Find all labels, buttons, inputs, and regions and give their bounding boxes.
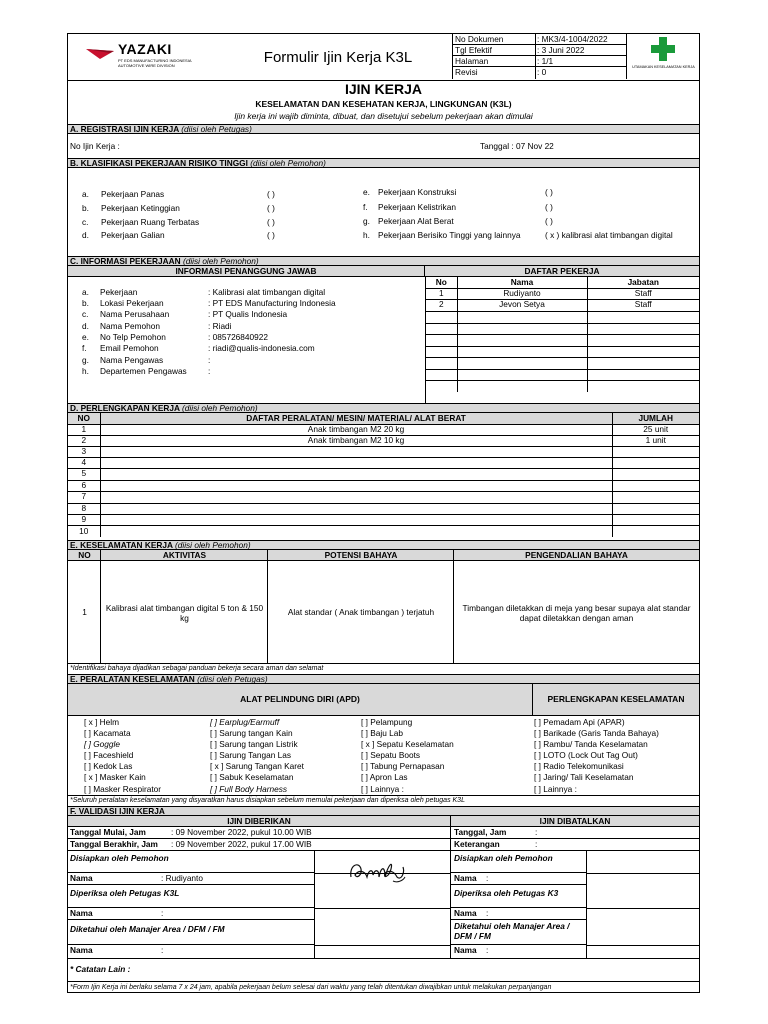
- table-row: 2 Anak timbangan M2 10 kg 1 unit: [68, 435, 699, 446]
- section-e2-header: E. PERALATAN KESELAMATAN (diisi oleh Petugas): [68, 674, 699, 684]
- safety-badge: [626, 34, 699, 79]
- table-row: 2 Jevon Setya Staff: [426, 299, 699, 311]
- right-name-3: :: [486, 945, 489, 955]
- section-b-body: [68, 168, 699, 256]
- permit-given-header: IJIN DIBERIKAN: [68, 816, 451, 827]
- workers-col-position: Jabatan: [587, 277, 699, 288]
- table-row: [426, 323, 699, 334]
- table-row: [426, 346, 699, 357]
- equip-col-qty: JUMLAH: [612, 413, 699, 424]
- risk-item-f: f. Pekerjaan Kelistrikan ( ): [363, 202, 553, 212]
- doc-no-label: No Dokumen: [455, 34, 504, 44]
- risk-item-c: c. Pekerjaan Ruang Terbatas ( ): [82, 217, 275, 227]
- checkbox-item[interactable]: [ ] Radio Telekomunikasi: [534, 761, 624, 772]
- safety-equip-header: PERLENGKAPAN KESELAMATAN: [533, 684, 699, 716]
- checkbox-item[interactable]: [ x ] Sarung Tangan Karet: [210, 761, 304, 772]
- checkbox-item[interactable]: [ ] Faceshield: [84, 750, 134, 761]
- safety-equip-column: [534, 717, 659, 795]
- info-row: b. Lokasi Pekerjaan : PT EDS Manufacturing Indonesia: [82, 298, 336, 308]
- info-row: h. Departemen Pengawas :: [82, 366, 211, 376]
- revision-value: : 0: [537, 67, 547, 77]
- section-a-body: [68, 134, 699, 158]
- title-note: Ijin kerja ini wajib diminta, dibuat, dan disetujui sebelum pekerjaan akan dimulai: [234, 111, 533, 121]
- table-row: 8: [68, 503, 699, 514]
- checkbox-item[interactable]: [ ] Goggle: [84, 739, 120, 750]
- checkbox-item[interactable]: [ ] LOTO (Lock Out Tag Out): [534, 750, 638, 761]
- remarks-label: Keterangan: [454, 839, 500, 849]
- section-f-header: F. VALIDASI IJIN KERJA: [68, 806, 699, 816]
- checkbox-item[interactable]: [ ] Earplug/Earmuff: [210, 717, 280, 727]
- section-b-header: B. KLASIFIKASI PEKERJAAN RISIKO TINGGI (diisi oleh Pemohon): [68, 158, 699, 168]
- green-cross-icon: [651, 37, 675, 61]
- left-name-2: :: [161, 908, 164, 918]
- page-label: Halaman: [455, 56, 489, 66]
- table-row: [426, 380, 699, 392]
- start-date-value: : 09 November 2022, pukul 10.00 WIB: [171, 827, 312, 837]
- signature-area: [315, 851, 451, 958]
- info-row: d. Nama Pemohon : Riadi: [82, 321, 232, 331]
- workers-header: DAFTAR PEKERJA: [425, 266, 699, 277]
- company-logo: [82, 40, 217, 74]
- company-subtitle-1: PT EDS MANUFACTURING INDONESIA: [118, 58, 192, 63]
- checkbox-item[interactable]: [ ] Baju Lab: [361, 728, 403, 739]
- table-row: 1 Anak timbangan M2 20 kg 25 unit: [68, 424, 699, 435]
- safety-col-activity: AKTIVITAS: [162, 550, 207, 560]
- form-title: Formulir Ijin Kerja K3L: [263, 49, 413, 66]
- remarks-value: :: [535, 839, 538, 849]
- safety-col-control: PENGENDALIAN BAHAYA: [525, 550, 628, 560]
- left-role-1: Disiapkan oleh Pemohon: [68, 851, 315, 873]
- permit-date: Tanggal : 07 Nov 22: [480, 141, 554, 151]
- checkbox-item[interactable]: [ ] Tabung Pernapasan: [361, 761, 445, 772]
- doc-info: [452, 34, 626, 79]
- checkbox-item[interactable]: [ ] Sabuk Keselamatan: [210, 772, 294, 783]
- permit-cancelled-header: IJIN DIBATALKAN: [451, 816, 699, 827]
- other-notes: * Catatan Lain :: [68, 958, 699, 981]
- safety-row-activity: Kalibrasi alat timbangan digital 5 ton & 150 kg: [105, 603, 264, 623]
- cancel-date-value: :: [535, 827, 538, 837]
- safety-footnote: *Identifikasi bahaya dijadikan sebagai panduan bekerja secara aman dan selamat: [68, 663, 699, 674]
- equip-col-item: DAFTAR PERALATAN/ MESIN/ MATERIAL/ ALAT BERAT: [100, 413, 612, 424]
- left-role-3: Diketahui oleh Manajer Area / DFM / FM: [68, 920, 315, 945]
- company-subtitle-2: AUTOMOTIVE WIRE DIVISION: [118, 63, 175, 68]
- doc-no-value: : MK3/4-1004/2022: [537, 34, 608, 44]
- safety-row-hazard: Alat standar ( Anak timbangan ) terjatuh: [287, 607, 435, 617]
- table-row: 10: [68, 525, 699, 537]
- table-row: 4: [68, 457, 699, 468]
- right-role-1: Disiapkan oleh Pemohon: [451, 851, 587, 873]
- table-row: 1 Rudiyanto Staff: [426, 288, 699, 299]
- sub-title: KESELAMATAN DAN KESEHATAN KERJA, LINGKUNGAN (K3L): [255, 99, 512, 109]
- form-header: [68, 34, 699, 80]
- apd-header: ALAT PELINDUNG DIRI (APD): [68, 684, 533, 716]
- info-row: g. Nama Pengawas :: [82, 355, 211, 365]
- right-role-3: Diketahui oleh Manajer Area / DFM / FM: [451, 920, 587, 945]
- checkbox-item[interactable]: [ ] Lainnya :: [534, 783, 577, 794]
- apd-column-2: [210, 717, 304, 795]
- table-row: 5: [68, 468, 699, 480]
- section-e-header: E. KESELAMATAN KERJA (diisi oleh Pemohon): [68, 540, 699, 550]
- table-row: [426, 334, 699, 346]
- checkbox-item[interactable]: [ x ] Sepatu Keselamatan: [361, 739, 454, 750]
- risk-item-g: g. Pekerjaan Alat Berat ( ): [363, 216, 553, 226]
- risk-item-a: a. Pekerjaan Panas ( ): [82, 189, 275, 199]
- checkbox-item[interactable]: [ ] Apron Las: [361, 772, 408, 783]
- apd-column-3: [361, 717, 454, 795]
- left-role-2: Diperiksa oleh Petugas K3L: [68, 885, 315, 908]
- end-date-value: : 09 November 2022, pukul 17.00 WIB: [171, 839, 312, 849]
- info-row: c. Nama Perusahaan : PT Qualis Indonesia: [82, 309, 288, 319]
- table-row: 9: [68, 514, 699, 525]
- section-c-body: [68, 266, 699, 403]
- table-row: 6: [68, 480, 699, 491]
- table-row: [426, 311, 699, 323]
- checkbox-item[interactable]: [ ] Full Body Harness: [210, 783, 288, 794]
- equip-col-no: NO: [68, 413, 100, 424]
- table-row: [426, 369, 699, 380]
- permit-form: [67, 33, 700, 993]
- risk-item-d: d. Pekerjaan Galian ( ): [82, 230, 275, 240]
- right-name-2: :: [486, 908, 489, 918]
- safety-col-no: NO: [78, 550, 91, 560]
- section-d-header: D. PERLENGKAPAN KERJA (diisi oleh Pemohon): [68, 403, 699, 413]
- checkbox-item[interactable]: [ ] Lainnya :: [361, 783, 404, 794]
- checkbox-item[interactable]: [ ] Rambu/ Tanda Keselamatan: [534, 739, 648, 750]
- revision-label: Revisi: [455, 67, 478, 77]
- info-row: a. Pekerjaan : Kalibrasi alat timbangan digital: [82, 287, 326, 297]
- table-row: [426, 357, 699, 369]
- checkbox-item[interactable]: [ ] Sarung tangan Kain: [210, 728, 293, 739]
- workers-col-no: No: [426, 277, 457, 288]
- company-name: YAZAKI: [118, 41, 172, 57]
- checkbox-item[interactable]: [ x ] Helm: [84, 717, 120, 727]
- signature-image: [345, 855, 425, 889]
- workers-col-name: Nama: [457, 277, 587, 288]
- workers-table: [425, 277, 699, 403]
- safety-row-control: Timbangan diletakkan di meja yang besar supaya alat standar dapat diletakkan dengan aman: [462, 603, 691, 623]
- permit-number-label: No Ijin Kerja :: [70, 141, 120, 151]
- checkbox-item[interactable]: [ ] Pemadam Api (APAR): [534, 717, 625, 727]
- left-name-3: :: [161, 945, 164, 955]
- page-value: : 1/1: [537, 56, 554, 66]
- right-role-2: Diperiksa oleh Petugas K3: [451, 885, 587, 908]
- risk-item-e: e. Pekerjaan Konstruksi ( ): [363, 187, 553, 197]
- safety-caption: UTAMAKAN KESELAMATAN KERJA: [632, 65, 695, 69]
- yazaki-wing-icon: [86, 45, 116, 61]
- equipment-footnote: *Seluruh peralatan keselamatan yang disyaratkan harus disiapkan sebelum memulai pekerjaan dan diperiksa oleh petugas K3L: [68, 795, 699, 806]
- section-c-header: C. INFORMASI PEKERJAAN (diisi oleh Pemohon): [68, 256, 699, 266]
- validity-footnote: *Form Ijin Kerja ini berlaku selama 7 x 24 jam, apabila pekerjaan belum selesai dari waktu yang telah ditentukan diwajibkan untuk melakukan perpanjangan: [68, 981, 699, 993]
- table-row: 3: [68, 446, 699, 457]
- checkbox-item[interactable]: [ x ] Masker Kain: [84, 772, 146, 783]
- info-list: [68, 277, 425, 403]
- risk-item-b: b. Pekerjaan Ketinggian ( ): [82, 203, 275, 213]
- left-name-1: : Rudiyanto: [161, 873, 203, 883]
- start-date-label: Tanggal Mulai, Jam: [70, 827, 146, 837]
- cancel-date-label: Tanggal, Jam: [454, 827, 507, 837]
- section-e2-body: [68, 684, 699, 795]
- checkbox-item[interactable]: [ ] Jaring/ Tali Keselamatan: [534, 772, 634, 783]
- risk-item-h: h. Pekerjaan Berisiko Tinggi yang lainnya ( x ) kalibrasi alat timbangan digital: [363, 230, 673, 240]
- title-block: [68, 80, 699, 124]
- checkbox-item[interactable]: [ ] Barikade (Garis Tanda Bahaya): [534, 728, 659, 739]
- section-f-body: IJIN DIBERIKAN IJIN DIBATALKAN Tanggal Mulai, Jam : 09 November 2022, pukul 10.00 WIB Tanggal Berakhir, Jam : 09 November 2022, pukul 17.00 WIB Tanggal, Jam : Keterangan : Disiapkan oleh Pemohon Nama : Rudiyanto Diperiksa oleh Petugas K3L Nama : Diketahui oleh Manajer Area / DFM / FM Nama : Disiapkan oleh Pemohon Nama : Diperiksa oleh Petugas K3 Nama : Diketahui oleh Manajer Area / DFM / FM Nama :: [68, 816, 699, 958]
- checkbox-item[interactable]: [ ] Kedok Las: [84, 761, 133, 772]
- safety-row-no: 1: [82, 607, 87, 617]
- checkbox-item[interactable]: [ ] Masker Respirator: [84, 783, 161, 794]
- checkbox-item[interactable]: [ ] Sepatu Boots: [361, 750, 421, 761]
- section-d-body: [68, 413, 699, 539]
- checkbox-item[interactable]: [ ] Sarung tangan Listrik: [210, 739, 298, 750]
- end-date-label: Tanggal Berakhir, Jam: [70, 839, 158, 849]
- checkbox-item[interactable]: [ ] Kacamata: [84, 728, 131, 739]
- info-row: f. Email Pemohon : riadi@qualis-indonesia.com: [82, 343, 315, 353]
- checkbox-item[interactable]: [ ] Sarung Tangan Las: [210, 750, 292, 761]
- apd-column-1: [84, 717, 161, 795]
- effective-date-value: : 3 Juni 2022: [537, 45, 585, 55]
- checkbox-item[interactable]: [ ] Pelampung: [361, 717, 413, 727]
- section-e-body: [68, 550, 699, 663]
- section-a-header: A. REGISTRASI IJIN KERJA (diisi oleh Petugas): [68, 124, 699, 134]
- right-name-1: :: [486, 873, 489, 883]
- info-header: INFORMASI PENANGGUNG JAWAB: [68, 266, 425, 277]
- safety-col-hazard: POTENSI BAHAYA: [324, 550, 398, 560]
- effective-date-label: Tgl Efektif: [455, 45, 492, 55]
- table-row: 7: [68, 491, 699, 503]
- info-row: e. No Telp Pemohon : 085726840922: [82, 332, 268, 342]
- main-title: IJIN KERJA: [344, 81, 423, 97]
